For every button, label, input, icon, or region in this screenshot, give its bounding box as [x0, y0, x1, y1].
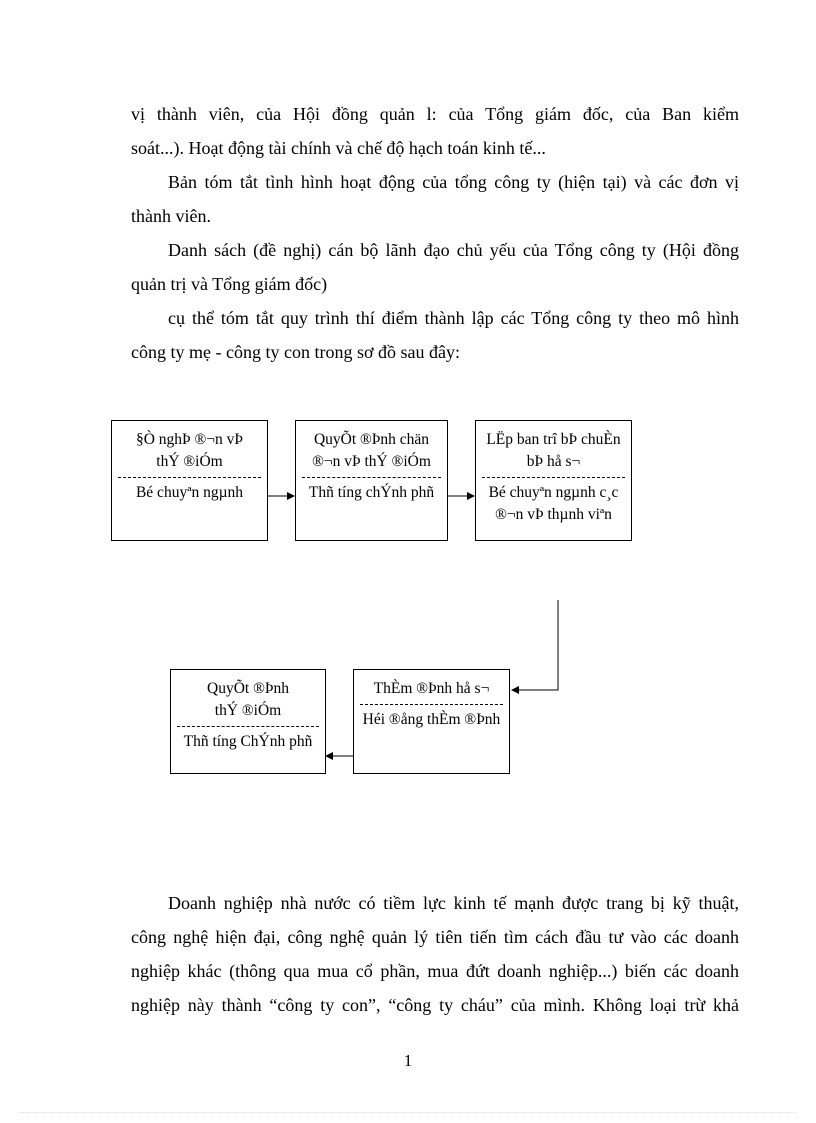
- page-number: 1: [403, 1051, 413, 1070]
- text-line: cụ thể tóm tắt quy trình thí điểm thành lập các Tổng công ty theo mô hình: [168, 308, 739, 328]
- dashed-divider: [360, 704, 503, 706]
- box-text: LËp ban trî bÞ chuÈn: [486, 431, 621, 448]
- box-text: Bé chuyªn ngµnh: [135, 484, 244, 501]
- box-text: Héi ®ång thÈm ®Þnh: [362, 711, 501, 728]
- text-line: vị thành viên, của Hội đồng quản l: của Tổng giám đốc, của Ban kiểm: [131, 104, 739, 124]
- flow-box-appraise-dossier: [353, 669, 510, 774]
- box-text: Thñ tíng chÝnh phñ: [308, 484, 435, 501]
- dashed-divider: [177, 726, 319, 728]
- flow-box-select-unit: [295, 420, 448, 541]
- box-text: thÝ ®iÓm: [156, 453, 223, 470]
- text-line: nghiệp khác (thông qua mua cổ phần, mua đứt doanh nghiệp...) biến các doanh: [131, 961, 739, 981]
- text-line: quản trị và Tổng giám đốc): [131, 274, 328, 294]
- text-line: thành viên.: [131, 206, 211, 226]
- dashed-divider: [118, 477, 261, 479]
- flow-box-pilot-decision: [170, 669, 326, 774]
- box-text: §Ò nghÞ ®¬n vÞ: [135, 431, 244, 448]
- text-line: soát...). Hoạt động tài chính và chế độ hạch toán kinh tế...: [131, 138, 546, 158]
- closing-paragraph: [131, 886, 739, 1022]
- box-text: ®¬n vÞ thµnh viªn: [495, 506, 612, 523]
- flow-box-prepare-dossier: [475, 420, 632, 541]
- text-line: Danh sách (đề nghị) cán bộ lãnh đạo chủ yếu của Tổng công ty (Hội đồng: [168, 240, 739, 260]
- text-line: công nghệ hiện đại, công nghệ quản lý tiên tiến tìm cách đầu tư vào các doanh: [131, 927, 739, 947]
- box-text: QuyÕt ®Þnh chän: [313, 431, 430, 448]
- box-text: ThÈm ®Þnh hå s¬: [373, 680, 490, 697]
- text-line: công ty mẹ - công ty con trong sơ đồ sau đây:: [131, 342, 460, 362]
- box-text: QuyÕt ®Þnh: [207, 680, 289, 697]
- dashed-divider: [482, 477, 625, 479]
- box-text: Thñ tíng ChÝnh phñ: [183, 733, 313, 750]
- box-text: thÝ ®iÓm: [214, 702, 282, 719]
- box-text: bÞ hå s¬: [526, 453, 581, 470]
- page-bottom-rule: [20, 1112, 796, 1113]
- dashed-divider: [302, 477, 441, 479]
- box-text: ®¬n vÞ thÝ ®iÓm: [312, 453, 431, 470]
- text-line: Doanh nghiệp nhà nước có tiềm lực kinh tế mạnh được trang bị kỹ thuật,: [168, 893, 739, 913]
- text-line: nghiệp này thành “công ty con”, “công ty cháu” của mình. Không loại trừ khả: [131, 995, 739, 1015]
- box-text: Bé chuyªn ngµnh c¸c: [488, 484, 619, 501]
- text-line: Bản tóm tắt tình hình hoạt động của tổng công ty (hiện tại) và các đơn vị: [168, 172, 739, 192]
- flow-box-propose-unit: [111, 420, 268, 541]
- arrow-box3-to-box4: [512, 600, 558, 690]
